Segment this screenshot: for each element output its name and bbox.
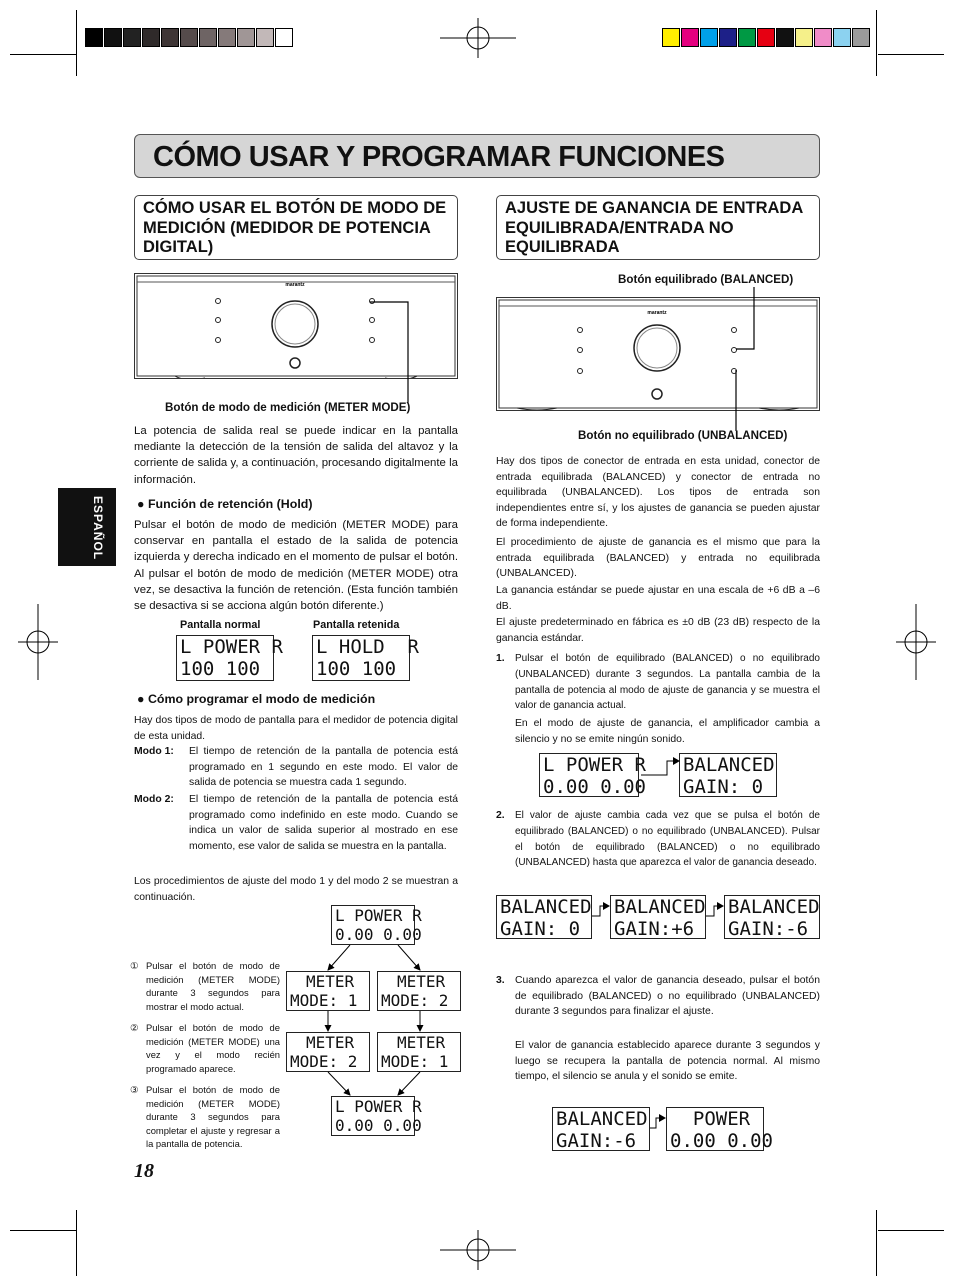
lcd-s3-power: POWER 0.00 0.00 [666, 1107, 764, 1151]
step1-text: Pulsar el botón de modo de medición (METER MODE) durante 3 segundos para mostrar el modo actual. [146, 960, 280, 1012]
color-swatch [161, 28, 179, 47]
lcd-s2-gainminus6: BALANCED GAIN:-6 [724, 895, 820, 939]
screen-hold-label: Pantalla retenida [313, 619, 400, 631]
right-p1: Hay dos tipos de conector de entrada en esta unidad, conector de entrada equilibrada (BALANCED) y conector de entrada no equilibrada (UNBALANCED). Los tipos de entrada son independientes entre sí, y los ajustes de ganancia se pueden ajustar de forma independiente. [496, 456, 820, 529]
color-swatch [218, 28, 236, 47]
balanced-caption: Botón equilibrado (BALANCED) [618, 273, 794, 286]
color-swatch [237, 28, 255, 47]
language-tab [58, 488, 116, 566]
registration-mark-left [18, 604, 58, 680]
hold-paragraph: Pulsar el botón de modo de medición (METER MODE) para conservar en pantalla el estado de la salida de potencia izquierda y derecha indicado en el momento de pulsar el botón. Al pulsar el botón de modo de medición (METER MODE) otra vez, se desactiva la función de retención. (Esta función también se desactiva si se acciona algún botón diferente.) [134, 519, 458, 613]
right-section-heading: AJUSTE DE GANANCIA DE ENTRADA EQUILIBRADA/ENTRADA NO EQUILIBRADA [496, 195, 820, 260]
page-number: 18 [134, 1160, 154, 1182]
language-tab-label: ESPAÑOL [91, 496, 105, 561]
lcd-s1-power: L POWER R 0.00 0.00 [539, 753, 639, 797]
flow-arrows [286, 945, 462, 1097]
color-swatch [833, 28, 851, 47]
mode1-text: El tiempo de retención de la pantalla de potencia está programado en 1 segundo en este modo. El valor de salida de potencia se muestra cada 1 segundo. [189, 746, 458, 788]
rstep1-text: Pulsar el botón de equilibrado (BALANCED) o no equilibrado (UNBALANCED) durante 3 segundos. La pantalla cambia de la pantalla de potencia al modo de ajuste de ganancia y se muestra el valor de ganancia actual. [515, 653, 820, 712]
lcd-flow-top: L POWER R 0.00 0.00 [331, 905, 415, 945]
color-swatch [123, 28, 141, 47]
color-swatch [681, 28, 699, 47]
right-p4: El ajuste predeterminado en fábrica es ±0 dB (23 dB) respecto de la ganancia estándar. [496, 617, 820, 644]
program-intro: Hay dos tipos de modo de pantalla para el medidor de potencia digital de esta unidad. [134, 715, 458, 742]
right-p3: La ganancia estándar se puede ajustar en una escala de +6 dB a –6 dB. [496, 585, 820, 612]
crop-mark [876, 1210, 877, 1276]
rstep1-num: 1. [496, 653, 505, 664]
crop-mark [876, 10, 877, 76]
lcd-hold: L HOLD R 100 100 [312, 635, 410, 681]
rstep2-num: 2. [496, 810, 505, 821]
program-heading: ● Cómo programar el modo de medición [137, 692, 376, 706]
unbalanced-caption: Botón no equilibrado (UNBALANCED) [578, 429, 788, 442]
color-swatch [852, 28, 870, 47]
step3-text: Pulsar el botón de modo de medición (METER MODE) durante 3 segundos para completar el ajuste y regresar a la pantalla de potencia. [146, 1084, 280, 1150]
mode1-label: Modo 1: [134, 746, 174, 757]
left-intro-paragraph: La potencia de salida real se puede indicar en la pantalla mediante la detección de la tensión de salida del altavoz y la corriente de salida y, a continuación, procesando digitalmente la información. [134, 425, 458, 486]
rstep1b-text: En el modo de ajuste de ganancia, el amplificador cambia a silencio y no se emite ningún sonido. [515, 718, 820, 745]
lcd-s2-gain0: BALANCED GAIN: 0 [496, 895, 592, 939]
s3-arrow [650, 1110, 668, 1134]
lcd-normal: L POWER R 100 100 [176, 635, 274, 681]
registration-mark-top [440, 18, 516, 58]
crop-mark [10, 54, 76, 55]
lcd-flow-meter1: METER MODE: 1 [286, 971, 370, 1011]
color-swatch [142, 28, 160, 47]
meter-mode-callout-line [360, 295, 420, 405]
crop-mark [76, 1210, 77, 1276]
mode2-text: El tiempo de retención de la pantalla de potencia está programado como indefinido en este modo. Cuando se indica un valor de salida superior al mostrado en ese momento, ese valor de salida se muestra en la pantalla. [189, 794, 458, 852]
color-swatch [199, 28, 217, 47]
color-swatch [795, 28, 813, 47]
lcd-flow-meter2: METER MODE: 2 [377, 971, 461, 1011]
mode2-label: Modo 2: [134, 794, 174, 805]
lcd-flow-meter2b: METER MODE: 2 [286, 1032, 370, 1072]
color-swatch [757, 28, 775, 47]
registration-mark-right [896, 604, 936, 680]
brand-logo: marantz [647, 310, 667, 316]
meter-mode-caption: Botón de modo de medición (METER MODE) [165, 401, 411, 414]
amplifier-drawing-right [497, 298, 819, 410]
step2-text: Pulsar el botón de modo de medición (METER MODE) una vez y el modo recién programado aparece. [146, 1022, 280, 1074]
hold-heading: ● Función de retención (Hold) [137, 497, 313, 511]
color-swatch [662, 28, 680, 47]
lcd-flow-bottom: L POWER R 0.00 0.00 [331, 1096, 415, 1136]
step1-num: ① [130, 960, 139, 971]
lcd-s1-balanced: BALANCED GAIN: 0 [679, 753, 777, 797]
color-swatch [700, 28, 718, 47]
step3-num: ③ [130, 1084, 139, 1095]
title-banner [134, 134, 820, 178]
rstep2-text: El valor de ajuste cambia cada vez que se pulsa el botón de equilibrado (BALANCED) o no equilibrado (UNBALANCED). Pulsar el botón de equilibrado (BALANCED) o no equilibrado (UNBALANCED) hasta que aparezca el valor de ganancia deseado. [515, 810, 820, 869]
procedures-text: Los procedimientos de ajuste del modo 1 y del modo 2 se muestran a continuación. [134, 876, 458, 903]
color-swatch [814, 28, 832, 47]
lcd-s3-balanced: BALANCED GAIN:-6 [552, 1107, 650, 1151]
color-swatch [275, 28, 293, 47]
rstep3b-text: El valor de ganancia establecido aparece durante 3 segundos y luego se recupera la pantalla de potencia normal. Al mismo tiempo, el silencio se anula y el sonido se emite. [515, 1040, 820, 1082]
color-swatch [180, 28, 198, 47]
page-title: CÓMO USAR Y PROGRAMAR FUNCIONES [153, 141, 725, 173]
registration-mark-bottom [440, 1230, 516, 1270]
rstep3-text: Cuando aparezca el valor de ganancia deseado, pulsar el botón de equilibrado (BALANCED) o no equilibrado (UNBALANCED) durante 3 segundos para finalizar el ajuste. [515, 975, 820, 1017]
color-swatch [104, 28, 122, 47]
amplifier-right-illustration [496, 297, 820, 411]
lcd-s2-gainplus6: BALANCED GAIN:+6 [610, 895, 706, 939]
crop-mark [10, 1230, 76, 1231]
step2-num: ② [130, 1022, 139, 1033]
crop-mark [76, 10, 77, 76]
crop-mark [878, 1230, 944, 1231]
crop-mark [878, 54, 944, 55]
lcd-flow-meter1b: METER MODE: 1 [377, 1032, 461, 1072]
color-swatch [256, 28, 274, 47]
s2-arrows [592, 898, 726, 922]
rstep3-num: 3. [496, 975, 505, 986]
color-swatch [738, 28, 756, 47]
right-p2: El procedimiento de ajuste de ganancia es el mismo que para la entrada equilibrada (BALANCED) y entrada no equilibrada (UNBALANCED). [496, 537, 820, 579]
color-swatch [776, 28, 794, 47]
balanced-callout-lines [728, 285, 768, 435]
color-swatch [719, 28, 737, 47]
brand-logo: marantz [285, 282, 305, 288]
left-section-heading: CÓMO USAR EL BOTÓN DE MODO DE MEDICIÓN (MEDIDOR DE POTENCIA DIGITAL) [134, 195, 458, 260]
s1-arrow [639, 755, 681, 779]
color-swatch [85, 28, 103, 47]
screen-normal-label: Pantalla normal [180, 619, 261, 631]
